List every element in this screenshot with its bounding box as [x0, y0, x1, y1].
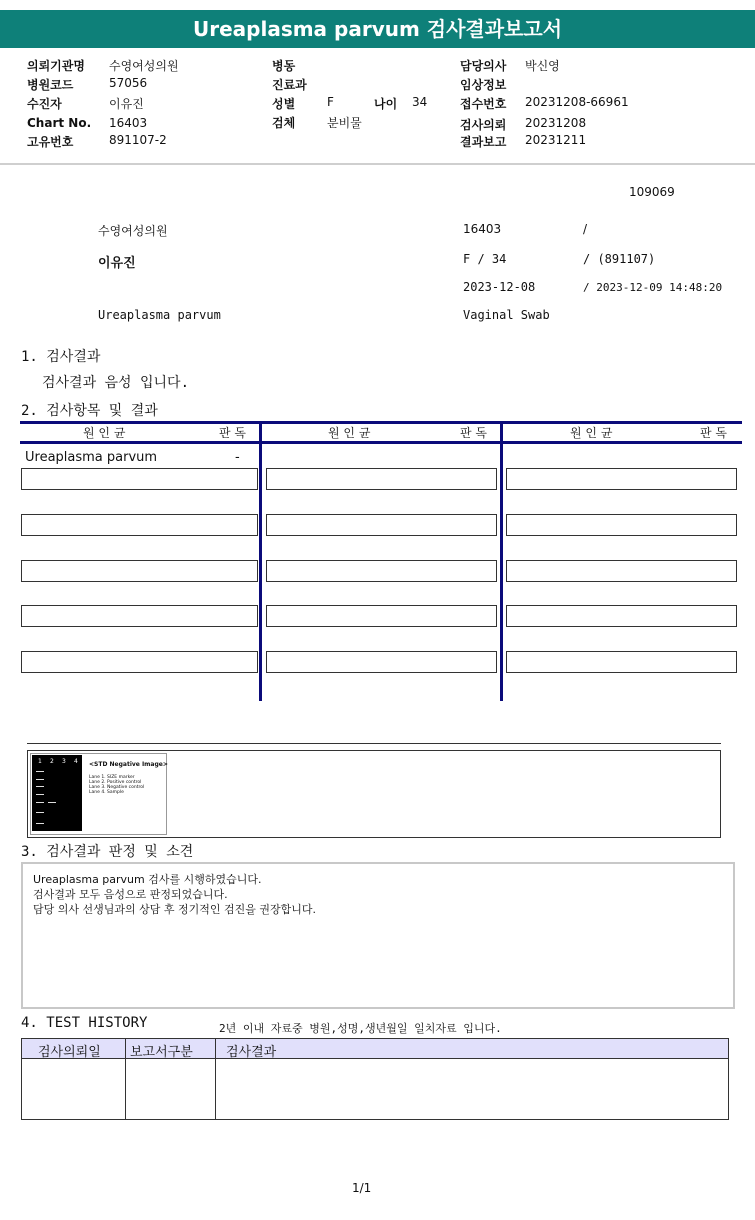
opinion-box	[21, 862, 735, 1009]
marker-band	[36, 802, 44, 803]
gel-legend-item: Lane 4. Sample	[89, 790, 124, 795]
report-label: 결과보고	[460, 135, 507, 149]
item-result: -	[235, 450, 240, 465]
result-cell	[266, 651, 497, 673]
result-cell	[266, 605, 497, 627]
summary-birth: / (891107)	[583, 252, 656, 266]
history-col-result: 검사결과	[226, 1045, 277, 1060]
gel-legend-item: Lane 3. Negative control	[89, 785, 145, 790]
result-cell	[506, 514, 737, 536]
table-top-border	[20, 421, 742, 424]
summary-report-datetime: / 2023-12-09 14:48:20	[583, 281, 723, 294]
section4-title: 4. TEST HISTORY	[21, 1015, 148, 1031]
summary-slash: /	[583, 222, 588, 236]
col-pathogen-3: 원 인 균	[570, 426, 613, 440]
chart-label: Chart No.	[27, 116, 92, 130]
gel-legend-item: Lane 1. SIZE marker	[89, 775, 135, 780]
col-pathogen-2: 원 인 균	[328, 426, 371, 440]
history-col-request-date: 검사의뢰일	[38, 1045, 101, 1060]
opinion-line: 검사결과 모두 음성으로 판정되었습니다.	[33, 888, 228, 901]
table-divider-2	[500, 424, 503, 701]
opinion-line: 담당 의사 선생님과의 상담 후 정기적인 검진을 권장합니다.	[33, 903, 316, 916]
result-cell	[21, 514, 258, 536]
result-cell	[21, 468, 258, 490]
specimen-label: 검체	[272, 116, 296, 130]
section2-title: 2. 검사항목 및 결과	[21, 403, 158, 419]
result-cell	[21, 651, 258, 673]
section3-title: 3. 검사결과 판정 및 소견	[21, 844, 194, 860]
section4-note: 2년 이내 자료중 병원,성명,생년월일 일치자료 입니다.	[219, 1022, 502, 1035]
summary-sex-age: F / 34	[463, 252, 507, 266]
opinion-line: Ureaplasma parvum 검사를 시행하였습니다.	[33, 873, 262, 886]
summary-code: 109069	[629, 185, 675, 199]
sex-label: 성별	[272, 97, 296, 111]
summary-patient: 이유진	[98, 256, 136, 271]
receipt-value: 20231208-66961	[525, 95, 629, 109]
result-cell	[506, 605, 737, 627]
gel-image	[32, 755, 82, 831]
lane-1-label: 1	[38, 758, 42, 765]
gel-title: <STD Negative Image>	[89, 761, 168, 768]
positive-band	[48, 802, 56, 803]
hospital-code-label: 병원코드	[27, 78, 74, 92]
marker-band	[36, 786, 44, 787]
table-header-border	[20, 441, 742, 444]
lane-2-label: 2	[50, 758, 54, 765]
col-judgment-3: 판 독	[700, 426, 727, 440]
gel-legend-item: Lane 2. Positive control	[89, 780, 142, 785]
summary-request-date: 2023-12-08	[463, 280, 536, 294]
request-value: 20231208	[525, 116, 587, 130]
summary-specimen: Vaginal Swab	[463, 308, 550, 322]
institution-label: 의뢰기관명	[27, 59, 85, 73]
specimen-value: 분비물	[327, 116, 362, 130]
result-cell	[266, 514, 497, 536]
item-name: Ureaplasma parvum	[25, 450, 158, 465]
result-cell	[21, 605, 258, 627]
summary-test-name: Ureaplasma parvum	[98, 308, 221, 322]
lane-3-label: 3	[62, 758, 66, 765]
sex-value: F	[327, 95, 334, 109]
history-header	[22, 1039, 728, 1059]
history-col-report-type: 보고서구분	[130, 1045, 193, 1060]
age-label: 나이	[374, 97, 398, 111]
marker-band	[36, 779, 44, 780]
report-title: Ureaplasma parvum 검사결과보고서	[0, 10, 755, 48]
marker-band	[36, 794, 44, 795]
result-cell	[21, 560, 258, 582]
section1-result: 검사결과 음성 입니다.	[42, 375, 190, 391]
doctor-label: 담당의사	[460, 59, 507, 73]
gel-legend	[89, 775, 144, 795]
doctor-value: 박신영	[525, 59, 560, 73]
history-col-divider	[215, 1039, 216, 1119]
request-label: 검사의뢰	[460, 118, 507, 132]
col-judgment-2: 판 독	[460, 426, 487, 440]
report-value: 20231211	[525, 133, 587, 147]
result-cell	[506, 560, 737, 582]
summary-chart: 16403	[463, 222, 502, 236]
history-col-divider	[125, 1039, 126, 1119]
patient-label: 수진자	[27, 97, 62, 111]
summary-institution: 수영여성의원	[98, 224, 168, 238]
section1-title: 1. 검사결과	[21, 349, 101, 365]
gel-top-rule	[27, 743, 721, 744]
col-pathogen-1: 원 인 균	[83, 426, 126, 440]
ward-label: 병동	[272, 59, 296, 73]
history-table	[21, 1038, 729, 1120]
lane-4-label: 4	[74, 758, 78, 765]
receipt-label: 접수번호	[460, 97, 507, 111]
table-divider-1	[259, 424, 262, 701]
marker-band	[36, 771, 44, 772]
result-cell	[266, 560, 497, 582]
result-cell	[506, 651, 737, 673]
result-cell	[266, 468, 497, 490]
col-judgment-1: 판 독	[219, 426, 246, 440]
marker-band	[36, 823, 44, 824]
marker-band	[36, 812, 44, 813]
hospital-code-value: 57056	[109, 76, 148, 90]
unique-label: 고유번호	[27, 135, 74, 149]
unique-value: 891107-2	[109, 133, 167, 147]
result-cell	[506, 468, 737, 490]
header-divider	[0, 163, 755, 165]
dept-label: 진료과	[272, 78, 307, 92]
patient-value: 이유진	[109, 97, 144, 111]
institution-value: 수영여성의원	[109, 59, 179, 73]
page-number: 1/1	[352, 1181, 372, 1195]
clinical-label: 임상정보	[460, 78, 507, 92]
chart-value: 16403	[109, 116, 148, 130]
age-value: 34	[412, 95, 428, 109]
